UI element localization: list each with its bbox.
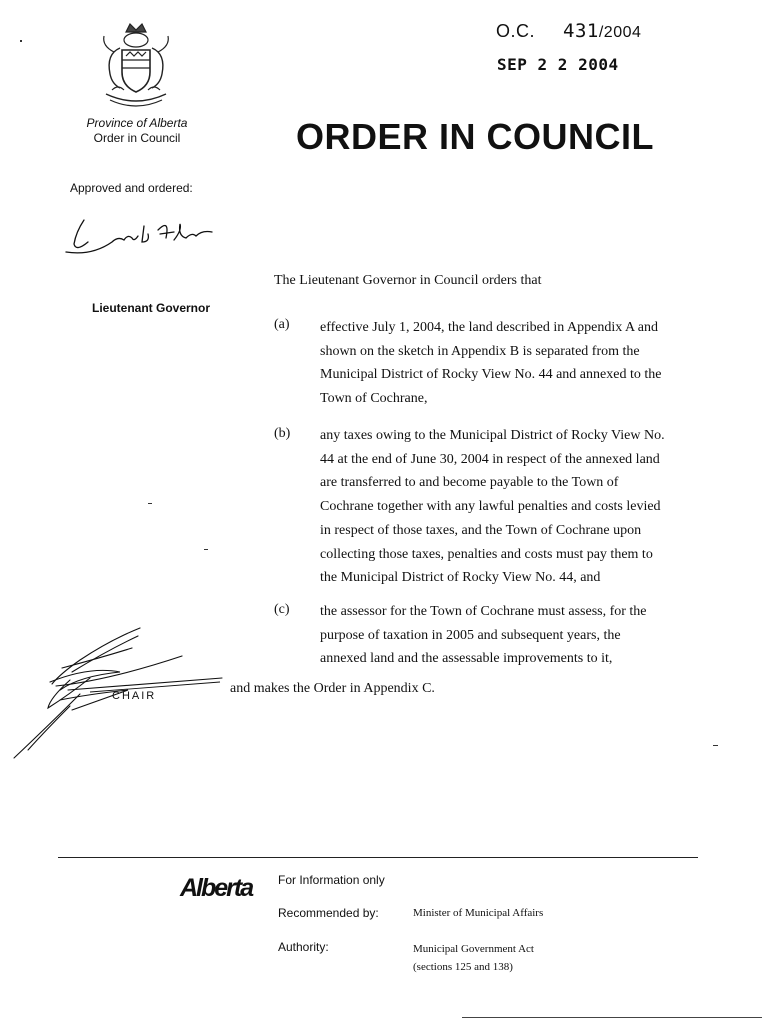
footer-divider [58,857,698,858]
oc-label: O.C. [496,21,536,41]
order-in-council-line: Order in Council [93,131,181,145]
clause-b-text [320,424,705,590]
clause-line: Municipal District of Rocky View No. 44 and annexed to the [320,367,662,383]
clause-line: effective July 1, 2004, the land described in Appendix A and [320,320,659,335]
scan-speck [204,549,208,550]
clause-line: any taxes owing to the Municipal District of Rocky View No. [320,428,665,443]
clause-c-text [320,600,705,671]
clause-line: are transferred to and become payable to the Town of [320,475,619,491]
clause-line: purpose of taxation in 2005 and subsequent years, the [320,627,621,643]
clause-line: the Municipal District of Rocky View No. 44, and [320,570,601,586]
closing-text: and makes the Order in Appendix C. [230,681,435,696]
info-only-label: For Information only [278,873,385,887]
clause-line: annexed land and the assessable improvements to it, [320,651,613,667]
authority-label: Authority: [278,940,329,954]
scan-speck [713,745,718,746]
oc-number-line [496,20,641,42]
chair-label: CHAIR [112,690,157,702]
bottom-divider [462,1017,762,1018]
province-heading [62,116,212,146]
date-stamp: SEP 2 2 2004 [497,55,619,74]
recommended-by-label: Recommended by: [278,906,379,920]
province-line: Province of Alberta [86,116,188,130]
recommended-by-value: Minister of Municipal Affairs [413,907,544,919]
approved-label: Approved and ordered: [70,181,193,195]
clause-line: the assessor for the Town of Cochrane must assess, for the [320,604,647,619]
authority-sections: (sections 125 and 138) [413,961,513,973]
oc-number: 431 [563,20,599,42]
lieutenant-governor-signature [62,212,222,262]
clause-line: in respect of those taxes, and the Town of Cochrane upon [320,522,642,538]
scan-speck [148,503,152,504]
clause-line: shown on the sketch in Appendix B is separated from the [320,343,640,359]
clause-line: 44 at the end of June 30, 2004 in respect of the annexed land [320,451,660,467]
clause-a-label: (a) [274,317,290,332]
clause-line: Cochrane together with any lawful penalties and costs levied [320,499,661,515]
clause-b-label: (b) [274,426,291,441]
authority-act: Municipal Government Act [413,943,534,955]
clause-line: Town of Cochrane, [320,391,428,407]
scan-speck [20,40,22,42]
clause-a-text [320,316,705,411]
alberta-coat-of-arms-icon [92,18,180,114]
page-title: ORDER IN COUNCIL [296,116,654,157]
intro-text: The Lieutenant Governor in Council orders that [274,273,542,288]
clause-c-label: (c) [274,602,290,617]
lieutenant-governor-title: Lieutenant Governor [92,301,211,315]
oc-year: /2004 [598,24,642,41]
clause-line: collecting those taxes, penalties and costs must pay them to [320,546,653,562]
authority-value [413,940,534,976]
alberta-logo: Alberta [180,874,253,902]
